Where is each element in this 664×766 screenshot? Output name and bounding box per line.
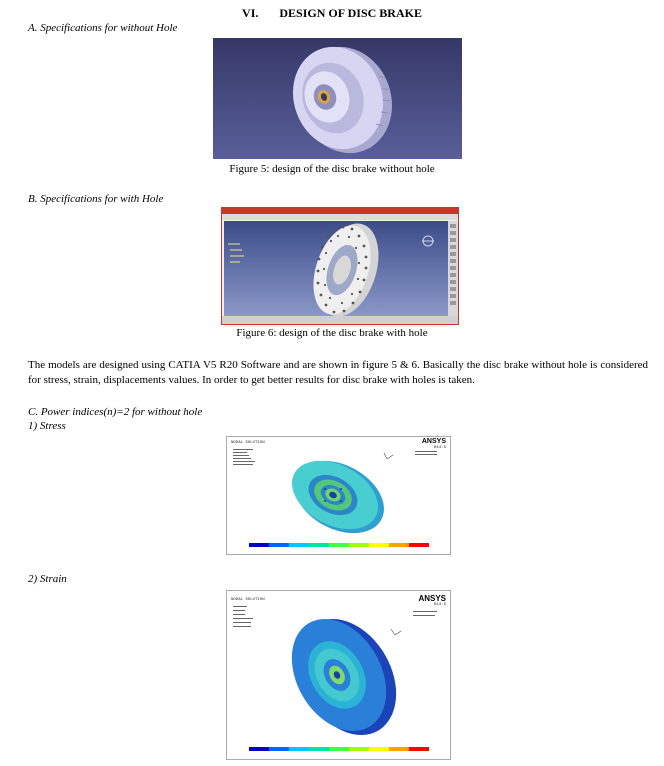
figure-5-image <box>213 38 462 159</box>
strain-ansys-logo: ANSYS <box>418 594 446 603</box>
section-title: DESIGN OF DISC BRAKE <box>279 6 422 20</box>
subsection-c2: 2) Strain <box>28 573 67 585</box>
subsection-b: B. Specifications for with Hole <box>28 193 164 205</box>
stress-ansys-version: R14.5 <box>433 446 446 450</box>
figure-6-image <box>221 207 459 325</box>
stress-ansys-logo: ANSYS <box>421 438 446 445</box>
section-heading <box>0 6 664 21</box>
subsection-c1: 1) Stress <box>28 420 66 432</box>
subsection-c: C. Power indices(n)=2 for without hole <box>28 406 203 418</box>
stress-ansys-image <box>226 436 451 555</box>
strain-ansys-image <box>226 590 451 760</box>
strain-ansys-version: R14.5 <box>433 603 446 607</box>
subsection-a: A. Specifications for without Hole <box>28 22 178 34</box>
body-paragraph: The models are designed using CATIA V5 R20 Software and are shown in figure 5 & 6. Basically the disc brake without hole is considered for stress, strain, displacements values. In order to get better results for disc brake with holes is taken. <box>28 359 648 386</box>
figure-6-caption: Figure 6: design of the disc brake with hole <box>236 327 428 339</box>
figure-5-caption: Figure 5: design of the disc brake without hole <box>229 163 435 175</box>
stress-nodal-label: NODAL SOLUTION <box>231 441 265 445</box>
section-number: VI. <box>242 6 259 20</box>
strain-nodal-label: NODAL SOLUTION <box>231 598 265 602</box>
